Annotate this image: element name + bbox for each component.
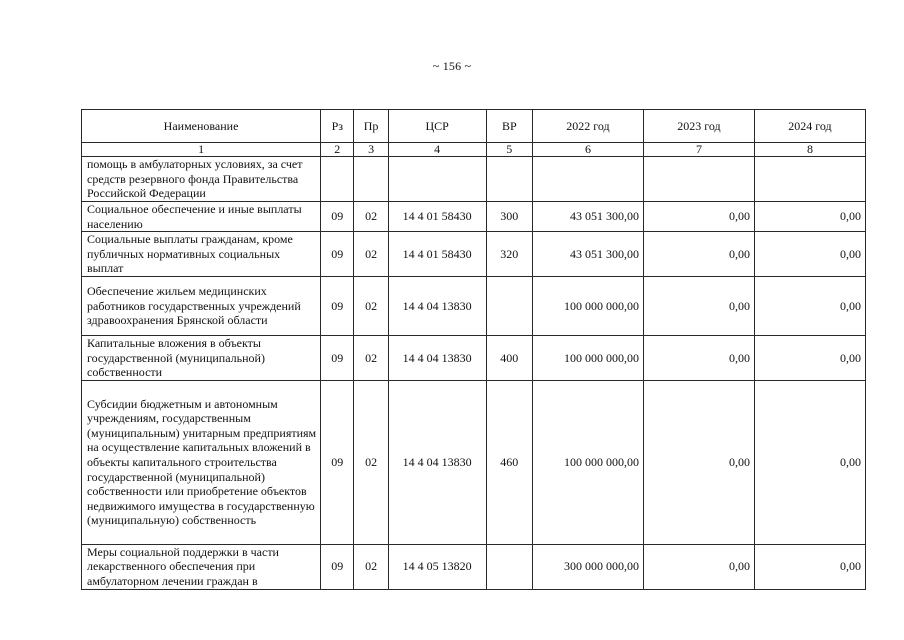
row-2024: 0,00 [754,544,865,589]
row-pr: 02 [354,335,388,380]
row-rz: 09 [321,380,354,544]
row-2023: 0,00 [643,276,754,335]
row-2024 [754,157,865,202]
header-2024: 2024 год [754,110,865,143]
column-index: 8 [754,143,865,157]
budget-table [81,109,866,590]
table-row [82,202,866,232]
row-vr [486,544,532,589]
row-2022: 300 000 000,00 [532,544,643,589]
row-vr [486,276,532,335]
page-number: ~ 156 ~ [432,59,472,73]
row-2024: 0,00 [754,276,865,335]
row-csr: 14 4 01 58430 [388,202,486,232]
row-name: Капитальные вложения в объекты государственной (муниципальной) собственности [82,335,321,380]
row-name: Социальное обеспечение и иные выплаты населению [82,202,321,232]
row-csr: 14 4 01 58430 [388,232,486,277]
header-name: Наименование [82,110,321,143]
table-row [82,380,866,544]
row-name: Социальные выплаты гражданам, кроме публичных нормативных социальных выплат [82,232,321,277]
column-index: 6 [532,143,643,157]
row-rz: 09 [321,335,354,380]
row-rz: 09 [321,276,354,335]
header-csr: ЦСР [388,110,486,143]
row-name: Субсидии бюджетным и автономным учреждениям, государственным (муниципальным) унитарным предприятиям на осуществление капитальных вложений в объекты капитального строительства государственной (муниципальной) собственности или приобретение объектов недвижимого имущества в государственную (муниципальную) собственность [82,380,321,544]
row-2023: 0,00 [643,544,754,589]
row-2023: 0,00 [643,232,754,277]
row-2023 [643,157,754,202]
row-vr: 320 [486,232,532,277]
row-2022: 43 051 300,00 [532,202,643,232]
row-2023: 0,00 [643,202,754,232]
table-row [82,335,866,380]
row-pr: 02 [354,202,388,232]
row-2022: 100 000 000,00 [532,276,643,335]
table-row [82,544,866,589]
row-2024: 0,00 [754,335,865,380]
header-vr: ВР [486,110,532,143]
column-index: 7 [643,143,754,157]
row-2022 [532,157,643,202]
row-csr [388,157,486,202]
row-name: Обеспечение жильем медицинских работников государственных учреждений здравоохранения Брянской области [82,276,321,335]
table-row [82,276,866,335]
column-index: 4 [388,143,486,157]
row-2022: 100 000 000,00 [532,335,643,380]
column-index: 1 [82,143,321,157]
row-csr: 14 4 04 13830 [388,380,486,544]
header-rz: Рз [321,110,354,143]
column-index: 3 [354,143,388,157]
row-rz: 09 [321,202,354,232]
row-rz [321,157,354,202]
row-pr: 02 [354,232,388,277]
header-2022: 2022 год [532,110,643,143]
row-vr: 460 [486,380,532,544]
row-pr [354,157,388,202]
row-2024: 0,00 [754,202,865,232]
table-row [82,157,866,202]
header-pr: Пр [354,110,388,143]
row-rz: 09 [321,544,354,589]
column-index: 2 [321,143,354,157]
row-pr: 02 [354,276,388,335]
row-vr: 300 [486,202,532,232]
row-2022: 43 051 300,00 [532,232,643,277]
header-row [82,110,866,143]
column-index-row [82,143,866,157]
row-name: помощь в амбулаторных условиях, за счет средств резервного фонда Правительства Российской Федерации [82,157,321,202]
row-2023: 0,00 [643,335,754,380]
row-name: Меры социальной поддержки в части лекарственного обеспечения при амбулаторном лечении граждан в [82,544,321,589]
row-vr: 400 [486,335,532,380]
row-2024: 0,00 [754,232,865,277]
row-csr: 14 4 04 13830 [388,335,486,380]
row-2024: 0,00 [754,380,865,544]
row-csr: 14 4 04 13830 [388,276,486,335]
row-pr: 02 [354,544,388,589]
table-row [82,232,866,277]
row-csr: 14 4 05 13820 [388,544,486,589]
row-rz: 09 [321,232,354,277]
row-vr [486,157,532,202]
column-index: 5 [486,143,532,157]
row-pr: 02 [354,380,388,544]
row-2023: 0,00 [643,380,754,544]
header-2023: 2023 год [643,110,754,143]
row-2022: 100 000 000,00 [532,380,643,544]
